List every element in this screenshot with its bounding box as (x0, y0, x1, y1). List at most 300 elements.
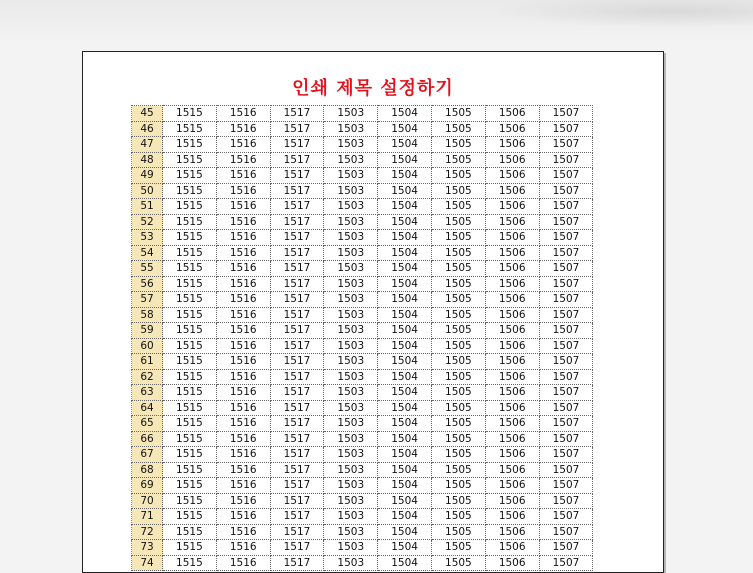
table-cell: 1516 (216, 307, 270, 323)
table-cell: 1503 (324, 493, 378, 509)
table-cell: 1504 (378, 152, 432, 168)
table-cell: 1515 (163, 261, 217, 277)
table-cell: 1507 (539, 385, 593, 401)
table-cell: 1506 (485, 385, 539, 401)
table-cell: 1504 (378, 323, 432, 339)
table-cell: 1503 (324, 152, 378, 168)
table-cell: 1506 (485, 152, 539, 168)
table-cell: 1517 (270, 214, 324, 230)
row-number-cell: 52 (132, 214, 163, 230)
table-cell: 1507 (539, 354, 593, 370)
table-cell: 1503 (324, 230, 378, 246)
table-cell: 1505 (431, 307, 485, 323)
row-number-cell: 73 (132, 540, 163, 556)
table-row (132, 385, 593, 401)
table-cell: 1504 (378, 555, 432, 571)
table-cell: 1506 (485, 214, 539, 230)
row-number-cell: 48 (132, 152, 163, 168)
table-cell: 1506 (485, 168, 539, 184)
table-cell: 1515 (163, 369, 217, 385)
table-cell: 1516 (216, 199, 270, 215)
table-cell: 1504 (378, 524, 432, 540)
table-cell: 1503 (324, 106, 378, 122)
row-number-cell: 55 (132, 261, 163, 277)
table-cell: 1516 (216, 168, 270, 184)
table-cell: 1516 (216, 292, 270, 308)
table-cell: 1517 (270, 462, 324, 478)
table-row (132, 168, 593, 184)
table-cell: 1516 (216, 369, 270, 385)
table-cell: 1517 (270, 323, 324, 339)
table-cell: 1504 (378, 106, 432, 122)
table-row (132, 416, 593, 432)
table-cell: 1505 (431, 276, 485, 292)
table-cell: 1517 (270, 307, 324, 323)
table-cell: 1516 (216, 555, 270, 571)
table-row (132, 261, 593, 277)
table-cell: 1504 (378, 369, 432, 385)
table-cell: 1503 (324, 307, 378, 323)
table-cell: 1516 (216, 323, 270, 339)
table-cell: 1506 (485, 199, 539, 215)
table-cell: 1507 (539, 416, 593, 432)
table-cell: 1515 (163, 307, 217, 323)
table-cell: 1504 (378, 431, 432, 447)
table-cell: 1504 (378, 261, 432, 277)
row-number-cell: 49 (132, 168, 163, 184)
table-cell: 1506 (485, 307, 539, 323)
table-cell: 1507 (539, 214, 593, 230)
table-row (132, 230, 593, 246)
table-cell: 1516 (216, 416, 270, 432)
row-number-cell: 69 (132, 478, 163, 494)
table-cell: 1506 (485, 183, 539, 199)
table-row (132, 400, 593, 416)
row-number-cell: 57 (132, 292, 163, 308)
table-cell: 1503 (324, 121, 378, 137)
row-number-cell: 59 (132, 323, 163, 339)
table-cell: 1506 (485, 416, 539, 432)
table-cell: 1506 (485, 400, 539, 416)
table-cell: 1507 (539, 524, 593, 540)
table-cell: 1505 (431, 524, 485, 540)
table-cell: 1503 (324, 509, 378, 525)
table-cell: 1507 (539, 261, 593, 277)
table-cell: 1506 (485, 478, 539, 494)
row-number-cell: 62 (132, 369, 163, 385)
table-cell: 1504 (378, 400, 432, 416)
table-cell: 1507 (539, 338, 593, 354)
table-cell: 1503 (324, 199, 378, 215)
table-cell: 1506 (485, 276, 539, 292)
table-cell: 1503 (324, 323, 378, 339)
table-cell: 1516 (216, 106, 270, 122)
table-cell: 1503 (324, 540, 378, 556)
table-cell: 1504 (378, 292, 432, 308)
table-cell: 1516 (216, 431, 270, 447)
row-number-cell: 68 (132, 462, 163, 478)
table-cell: 1503 (324, 183, 378, 199)
row-number-cell: 50 (132, 183, 163, 199)
table-row (132, 338, 593, 354)
table-cell: 1505 (431, 121, 485, 137)
table-cell: 1515 (163, 478, 217, 494)
table-cell: 1517 (270, 354, 324, 370)
table-cell: 1517 (270, 524, 324, 540)
table-cell: 1504 (378, 168, 432, 184)
table-cell: 1504 (378, 493, 432, 509)
row-number-cell: 67 (132, 447, 163, 463)
table-cell: 1517 (270, 447, 324, 463)
table-cell: 1503 (324, 385, 378, 401)
table-cell: 1517 (270, 121, 324, 137)
row-number-cell: 66 (132, 431, 163, 447)
table-cell: 1503 (324, 478, 378, 494)
table-cell: 1504 (378, 199, 432, 215)
table-row (132, 478, 593, 494)
table-cell: 1504 (378, 462, 432, 478)
table-cell: 1515 (163, 183, 217, 199)
table-row (132, 354, 593, 370)
table-cell: 1517 (270, 199, 324, 215)
table-cell: 1507 (539, 447, 593, 463)
row-number-cell: 70 (132, 493, 163, 509)
table-cell: 1506 (485, 137, 539, 153)
table-cell: 1517 (270, 400, 324, 416)
table-cell: 1506 (485, 354, 539, 370)
table-cell: 1517 (270, 183, 324, 199)
row-number-cell: 61 (132, 354, 163, 370)
row-number-cell: 45 (132, 106, 163, 122)
table-cell: 1505 (431, 199, 485, 215)
table-cell: 1515 (163, 400, 217, 416)
table-cell: 1507 (539, 292, 593, 308)
table-cell: 1516 (216, 509, 270, 525)
table-cell: 1505 (431, 152, 485, 168)
table-cell: 1506 (485, 462, 539, 478)
row-number-cell: 54 (132, 245, 163, 261)
table-cell: 1505 (431, 540, 485, 556)
table-cell: 1507 (539, 323, 593, 339)
table-cell: 1507 (539, 245, 593, 261)
row-number-cell: 60 (132, 338, 163, 354)
table-cell: 1515 (163, 540, 217, 556)
table-cell: 1505 (431, 462, 485, 478)
table-cell: 1507 (539, 106, 593, 122)
table-cell: 1507 (539, 137, 593, 153)
table-cell: 1506 (485, 369, 539, 385)
table-cell: 1504 (378, 509, 432, 525)
table-cell: 1515 (163, 214, 217, 230)
table-cell: 1516 (216, 385, 270, 401)
table-row (132, 462, 593, 478)
table-cell: 1516 (216, 478, 270, 494)
table-cell: 1516 (216, 338, 270, 354)
table-cell: 1503 (324, 214, 378, 230)
table-cell: 1516 (216, 354, 270, 370)
table-cell: 1503 (324, 276, 378, 292)
table-cell: 1507 (539, 493, 593, 509)
background-texture (0, 0, 753, 40)
table-cell: 1516 (216, 183, 270, 199)
table-cell: 1516 (216, 447, 270, 463)
table-cell: 1503 (324, 462, 378, 478)
table-cell: 1505 (431, 261, 485, 277)
table-cell: 1504 (378, 214, 432, 230)
table-cell: 1517 (270, 168, 324, 184)
table-cell: 1515 (163, 199, 217, 215)
page-title: 인쇄 제목 설정하기 (292, 78, 454, 99)
table-row (132, 199, 593, 215)
table-cell: 1517 (270, 152, 324, 168)
table-cell: 1505 (431, 214, 485, 230)
table-cell: 1515 (163, 509, 217, 525)
table-cell: 1506 (485, 447, 539, 463)
table-row (132, 555, 593, 571)
table-row (132, 447, 593, 463)
table-cell: 1503 (324, 416, 378, 432)
table-cell: 1505 (431, 416, 485, 432)
table-cell: 1504 (378, 338, 432, 354)
table-cell: 1515 (163, 106, 217, 122)
table-row (132, 524, 593, 540)
table-cell: 1515 (163, 137, 217, 153)
table-cell: 1515 (163, 354, 217, 370)
table-cell: 1503 (324, 400, 378, 416)
table-cell: 1517 (270, 276, 324, 292)
table-cell: 1517 (270, 431, 324, 447)
table-cell: 1504 (378, 354, 432, 370)
table-cell: 1517 (270, 555, 324, 571)
table-cell: 1503 (324, 245, 378, 261)
table-cell: 1507 (539, 199, 593, 215)
table-cell: 1506 (485, 540, 539, 556)
table-cell: 1503 (324, 354, 378, 370)
table-cell: 1516 (216, 121, 270, 137)
table-cell: 1505 (431, 168, 485, 184)
table-row (132, 323, 593, 339)
table-cell: 1516 (216, 214, 270, 230)
table-cell: 1515 (163, 447, 217, 463)
table-cell: 1505 (431, 245, 485, 261)
table-cell: 1517 (270, 230, 324, 246)
table-row (132, 509, 593, 525)
table-cell: 1505 (431, 230, 485, 246)
table-cell: 1517 (270, 338, 324, 354)
table-cell: 1504 (378, 230, 432, 246)
table-cell: 1504 (378, 385, 432, 401)
table-cell: 1503 (324, 137, 378, 153)
row-number-cell: 51 (132, 199, 163, 215)
table-cell: 1504 (378, 478, 432, 494)
table-cell: 1515 (163, 168, 217, 184)
table-cell: 1503 (324, 292, 378, 308)
table-cell: 1505 (431, 509, 485, 525)
table-cell: 1504 (378, 447, 432, 463)
table-cell: 1517 (270, 137, 324, 153)
table-cell: 1504 (378, 121, 432, 137)
row-number-cell: 63 (132, 385, 163, 401)
table-cell: 1506 (485, 338, 539, 354)
table-cell: 1515 (163, 121, 217, 137)
table-cell: 1516 (216, 230, 270, 246)
table-cell: 1516 (216, 276, 270, 292)
table-cell: 1506 (485, 245, 539, 261)
table-cell: 1503 (324, 431, 378, 447)
table-cell: 1516 (216, 137, 270, 153)
table-cell: 1505 (431, 323, 485, 339)
table-cell: 1504 (378, 540, 432, 556)
table-cell: 1506 (485, 230, 539, 246)
table-row (132, 214, 593, 230)
table-cell: 1507 (539, 431, 593, 447)
table-cell: 1505 (431, 183, 485, 199)
table-cell: 1503 (324, 168, 378, 184)
table-cell: 1507 (539, 183, 593, 199)
table-row (132, 137, 593, 153)
table-cell: 1503 (324, 524, 378, 540)
table-cell: 1505 (431, 478, 485, 494)
table-cell: 1517 (270, 245, 324, 261)
table-cell: 1505 (431, 447, 485, 463)
table-cell: 1515 (163, 493, 217, 509)
table-cell: 1504 (378, 245, 432, 261)
table-cell: 1517 (270, 540, 324, 556)
row-number-cell: 53 (132, 230, 163, 246)
table-cell: 1505 (431, 431, 485, 447)
table-cell: 1506 (485, 292, 539, 308)
table-cell: 1504 (378, 416, 432, 432)
table-row (132, 369, 593, 385)
table-cell: 1503 (324, 447, 378, 463)
table-cell: 1516 (216, 493, 270, 509)
row-number-cell: 58 (132, 307, 163, 323)
table-cell: 1507 (539, 509, 593, 525)
table-cell: 1515 (163, 152, 217, 168)
table-cell: 1516 (216, 245, 270, 261)
table-cell: 1505 (431, 106, 485, 122)
table-row (132, 431, 593, 447)
table-cell: 1506 (485, 323, 539, 339)
table-row (132, 292, 593, 308)
table-cell: 1507 (539, 369, 593, 385)
table-cell: 1517 (270, 106, 324, 122)
row-number-cell: 56 (132, 276, 163, 292)
table-cell: 1515 (163, 462, 217, 478)
table-cell: 1515 (163, 338, 217, 354)
table-cell: 1515 (163, 292, 217, 308)
table-cell: 1517 (270, 369, 324, 385)
row-number-cell: 74 (132, 555, 163, 571)
table-cell: 1507 (539, 152, 593, 168)
table-cell: 1504 (378, 307, 432, 323)
table-cell: 1503 (324, 555, 378, 571)
table-cell: 1503 (324, 338, 378, 354)
table-cell: 1516 (216, 152, 270, 168)
table-cell: 1505 (431, 137, 485, 153)
table-cell: 1517 (270, 493, 324, 509)
table-cell: 1515 (163, 323, 217, 339)
table-cell: 1506 (485, 493, 539, 509)
table-cell: 1506 (485, 431, 539, 447)
table-cell: 1516 (216, 462, 270, 478)
table-row (132, 307, 593, 323)
data-table (131, 105, 593, 571)
row-number-cell: 64 (132, 400, 163, 416)
table-cell: 1503 (324, 261, 378, 277)
table-cell: 1515 (163, 245, 217, 261)
table-cell: 1507 (539, 540, 593, 556)
table-cell: 1517 (270, 416, 324, 432)
table-cell: 1507 (539, 462, 593, 478)
table-cell: 1507 (539, 121, 593, 137)
print-preview-page (82, 51, 664, 573)
table-cell: 1515 (163, 230, 217, 246)
table-cell: 1515 (163, 276, 217, 292)
row-number-cell: 46 (132, 121, 163, 137)
table-cell: 1517 (270, 509, 324, 525)
table-cell: 1507 (539, 400, 593, 416)
table-cell: 1507 (539, 168, 593, 184)
table-cell: 1515 (163, 524, 217, 540)
table-cell: 1507 (539, 478, 593, 494)
table-cell: 1515 (163, 555, 217, 571)
table-cell: 1516 (216, 400, 270, 416)
table-cell: 1507 (539, 276, 593, 292)
table-cell: 1517 (270, 385, 324, 401)
table-row (132, 121, 593, 137)
table-cell: 1505 (431, 354, 485, 370)
table-cell: 1504 (378, 276, 432, 292)
table-cell: 1517 (270, 292, 324, 308)
table-cell: 1506 (485, 524, 539, 540)
table-cell: 1505 (431, 493, 485, 509)
table-row (132, 152, 593, 168)
table-cell: 1517 (270, 261, 324, 277)
table-cell: 1506 (485, 106, 539, 122)
row-number-cell: 71 (132, 509, 163, 525)
table-cell: 1505 (431, 400, 485, 416)
table-cell: 1504 (378, 137, 432, 153)
table-cell: 1505 (431, 338, 485, 354)
table-cell: 1505 (431, 369, 485, 385)
row-number-cell: 65 (132, 416, 163, 432)
row-number-cell: 72 (132, 524, 163, 540)
table-row (132, 183, 593, 199)
table-cell: 1516 (216, 524, 270, 540)
table-row (132, 276, 593, 292)
table-cell: 1506 (485, 121, 539, 137)
table-cell: 1517 (270, 478, 324, 494)
table-cell: 1505 (431, 555, 485, 571)
table-cell: 1516 (216, 540, 270, 556)
table-cell: 1515 (163, 416, 217, 432)
table-cell: 1506 (485, 555, 539, 571)
table-cell: 1515 (163, 385, 217, 401)
table-cell: 1506 (485, 509, 539, 525)
table-cell: 1506 (485, 261, 539, 277)
table-cell: 1507 (539, 555, 593, 571)
row-number-cell: 47 (132, 137, 163, 153)
table-cell: 1515 (163, 431, 217, 447)
table-row (132, 493, 593, 509)
table-cell: 1507 (539, 230, 593, 246)
table-row (132, 106, 593, 122)
table-cell: 1504 (378, 183, 432, 199)
table-body (132, 106, 593, 571)
table-row (132, 540, 593, 556)
table-row (132, 245, 593, 261)
